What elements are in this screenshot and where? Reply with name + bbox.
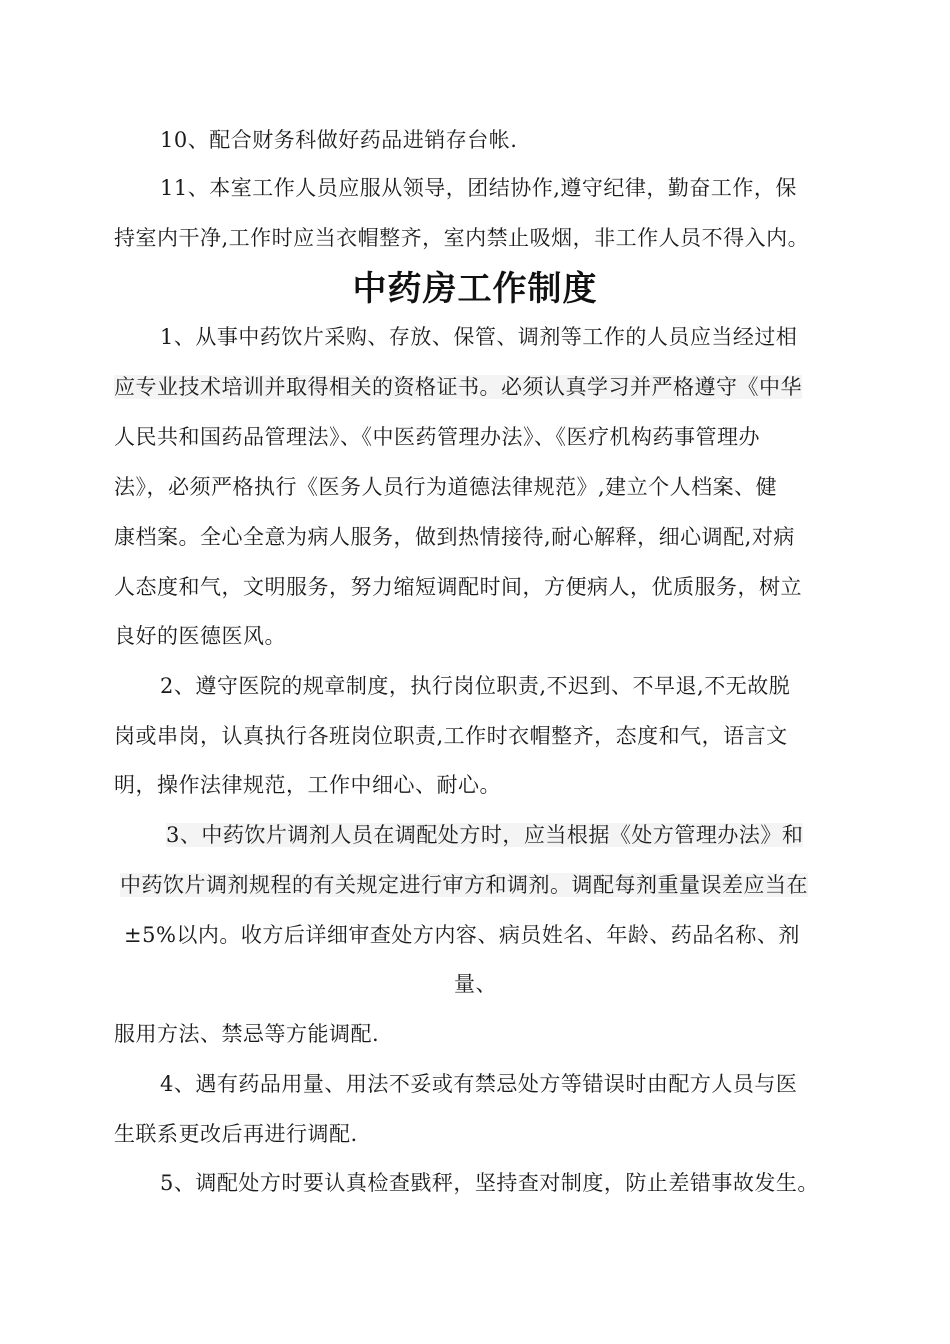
rule-2-line-3: 明，操作法律规范，工作中细心、耐心。 xyxy=(114,773,501,797)
rule-3-line-4: 量、 xyxy=(454,972,497,996)
page-title: 中药房工作制度 xyxy=(352,269,598,309)
rule-1-line-3: 人民共和国药品管理法》、《中医药管理办法》、《医疗机构药事管理办 xyxy=(114,425,760,449)
rule-3-line-3: ±5%以内。收方后详细审查处方内容、病员姓名、年龄、药品名称、剂 xyxy=(124,923,800,947)
rule-3-line-2 xyxy=(120,870,808,900)
rule-2-line-2: 岗或串岗，认真执行各班岗位职责,工作时衣帽整齐，态度和气，语言文 xyxy=(114,724,788,748)
rule-2-line-1: 2、遵守医院的规章制度，执行岗位职责,不迟到、不早退,不无故脱 xyxy=(160,674,791,698)
rule-3-line-5: 服用方法、禁忌等方能调配. xyxy=(114,1022,380,1046)
rule-5-line-1: 5、调配处方时要认真检查戥秤，坚持查对制度，防止差错事故发生。 xyxy=(160,1171,819,1195)
rule-4-line-1: 4、遇有药品用量、用法不妥或有禁忌处方等错误时由配方人员与医 xyxy=(160,1072,798,1096)
rule-1-line-5: 康档案。全心全意为病人服务，做到热情接待,耐心解释，细心调配,对病 xyxy=(114,525,795,549)
rule-1-line-7: 良好的医德医风。 xyxy=(114,624,286,648)
rule-3-line-1-text: 3、中药饮片调剂人员在调配处方时，应当根据《处方管理办法》和 xyxy=(166,823,804,847)
rule-1-line-6: 人态度和气，文明服务，努力缩短调配时间，方便病人，优质服务，树立 xyxy=(114,575,802,599)
rule-1-line-1: 1、从事中药饮片采购、存放、保管、调剂等工作的人员应当经过相 xyxy=(160,325,798,349)
rule-1-line-2-text: 应专业技术培训并取得相关的资格证书。必须认真学习并严格遵守《中华 xyxy=(114,375,802,399)
preamble-item-10: 10、配合财务科做好药品进销存台帐. xyxy=(160,128,518,152)
rule-1-line-4: 法》，必须严格执行《医务人员行为道德法律规范》,建立个人档案、健 xyxy=(114,475,778,499)
preamble-item-11-line1: 11、本室工作人员应服从领导，团结协作,遵守纪律，勤奋工作，保 xyxy=(160,176,797,200)
rule-3-line-1 xyxy=(166,820,803,850)
rule-1-line-2 xyxy=(114,372,802,402)
rule-3-line-2-text: 中药饮片调剂规程的有关规定进行审方和调剂。调配每剂重量误差应当在 xyxy=(120,873,808,897)
preamble-item-11-line2: 持室内干净,工作时应当衣帽整齐，室内禁止吸烟，非工作人员不得入内。 xyxy=(114,226,810,250)
rule-4-line-2: 生联系更改后再进行调配. xyxy=(114,1122,358,1146)
